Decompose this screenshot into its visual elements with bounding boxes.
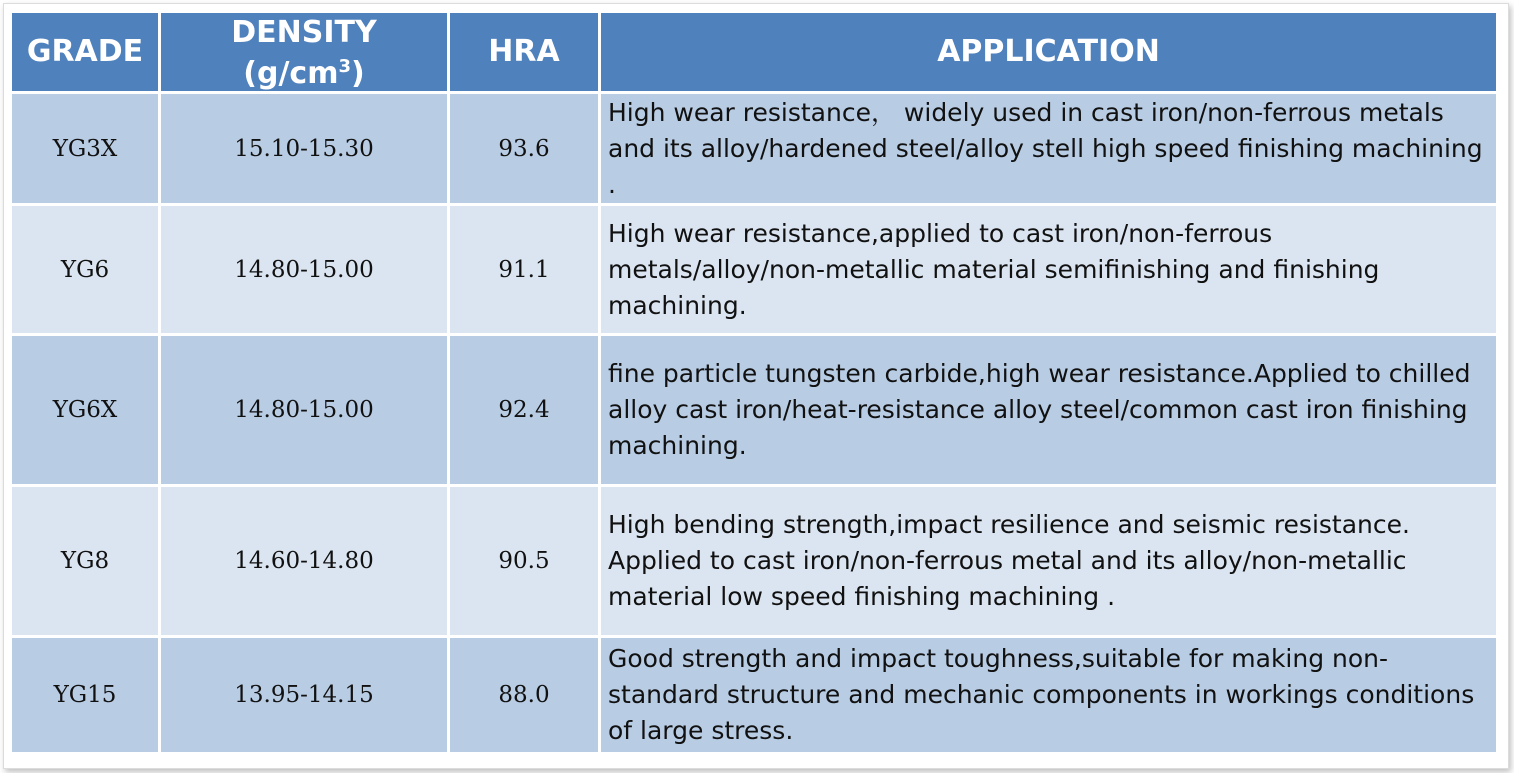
cell-grade: YG6X [12,336,158,484]
table-row-yg8 [12,487,1496,635]
density-unit-close: ) [351,55,365,91]
header-application: APPLICATION [601,13,1496,91]
table-row-yg3x [12,94,1496,203]
cell-application: fine particle tungsten carbide,high wear resistance.Applied to chilled alloy cast iron/heat-resistance alloy steel/common cast iron finishing machining. [601,336,1496,484]
header-grade: GRADE [12,13,158,91]
carbide-grade-table [9,10,1499,755]
cell-density: 15.10-15.30 [161,94,447,203]
cell-hra: 92.4 [450,336,598,484]
header-density-unit [243,56,364,91]
cell-density: 14.80-15.00 [161,206,447,333]
header-density-inner [161,16,447,91]
cell-grade: YG15 [12,638,158,752]
cell-density: 13.95-14.15 [161,638,447,752]
cell-hra: 91.1 [450,206,598,333]
density-unit-exponent: 3 [338,55,351,77]
header-row [12,13,1496,91]
cell-application: High wear resistance， widely used in cast iron/non-ferrous metals and its alloy/hardened steel/alloy stell high speed finishing machining . [601,94,1496,203]
header-hra: HRA [450,13,598,91]
cell-grade: YG6 [12,206,158,333]
cell-hra: 88.0 [450,638,598,752]
table-row-yg6 [12,206,1496,333]
cell-application: High wear resistance,applied to cast iron/non-ferrous metals/alloy/non-metallic material semifinishing and finishing machining. [601,206,1496,333]
table-row-yg6x [12,336,1496,484]
cell-grade: YG3X [12,94,158,203]
cell-density: 14.80-15.00 [161,336,447,484]
cell-grade: YG8 [12,487,158,635]
header-density [161,13,447,91]
table-row-yg15 [12,638,1496,752]
cell-hra: 90.5 [450,487,598,635]
cell-application: High bending strength,impact resilience and seismic resistance. Applied to cast iron/non-ferrous metal and its alloy/non-metallic material low speed finishing machining . [601,487,1496,635]
header-density-label: DENSITY [231,14,377,50]
cell-density: 14.60-14.80 [161,487,447,635]
cell-application: Good strength and impact toughness,suitable for making non-standard structure and mechanic components in workings conditions of large stress. [601,638,1496,752]
density-unit-base: (g/cm [243,55,339,91]
cell-hra: 93.6 [450,94,598,203]
